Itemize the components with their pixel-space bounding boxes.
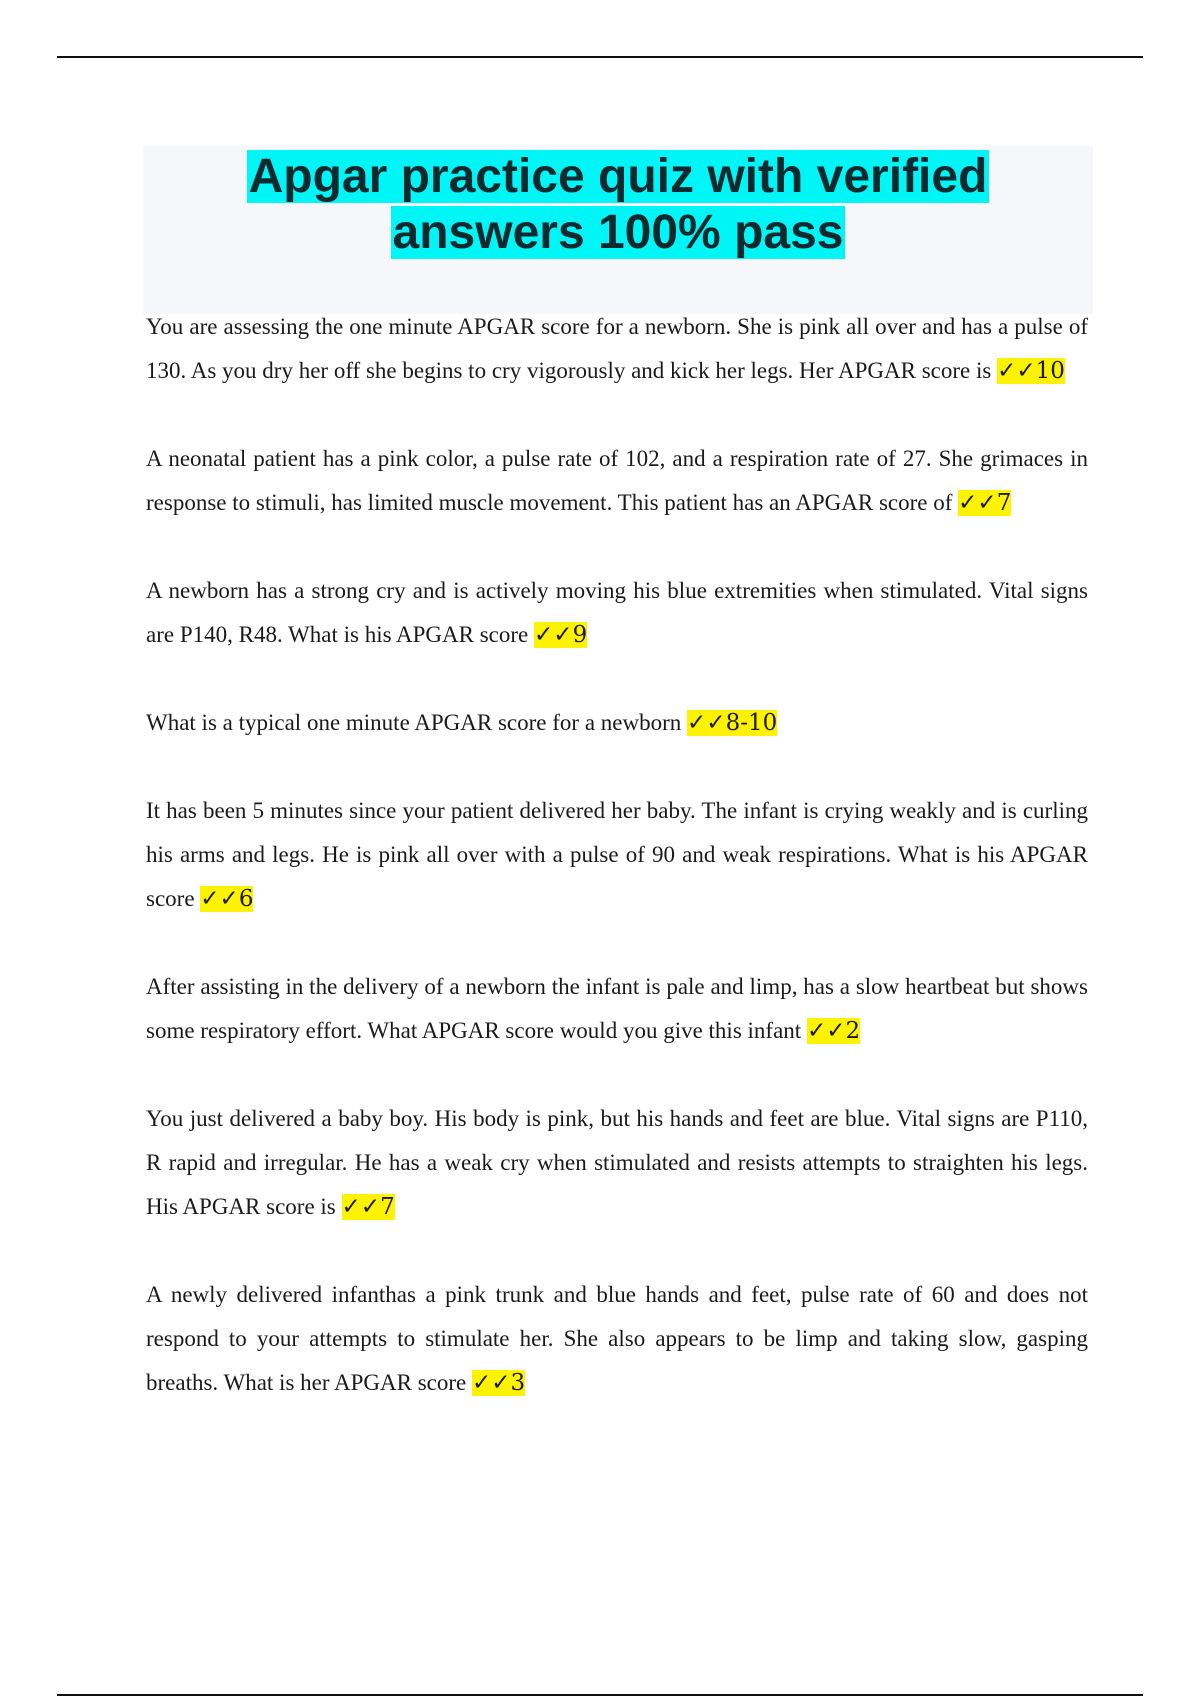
- question-text: After assisting in the delivery of a newborn the infant is pale and limp, has a slow heartbeat but shows some respiratory effort. What APGAR score would you give this infant: [146, 974, 1088, 1043]
- footer-rule: [57, 1694, 1143, 1696]
- question-item: [146, 701, 1088, 745]
- answer-value: 3: [510, 1370, 526, 1396]
- answer-value: 8-10: [725, 710, 778, 736]
- question-item: [146, 569, 1088, 657]
- answer-highlight: [958, 490, 1011, 516]
- answer-value: 7: [380, 1194, 395, 1220]
- check-mark-icon: ✓✓: [534, 622, 573, 648]
- check-mark-icon: ✓✓: [200, 886, 239, 912]
- answer-value: 9: [572, 622, 588, 648]
- check-mark-icon: ✓✓: [472, 1370, 511, 1396]
- question-item: [146, 1097, 1088, 1229]
- answer-highlight: [687, 710, 777, 736]
- answer-highlight: [807, 1018, 860, 1044]
- header-rule: [57, 56, 1143, 58]
- check-mark-icon: ✓✓: [341, 1194, 381, 1220]
- title-banner: [143, 146, 1093, 314]
- question-item: [146, 305, 1088, 393]
- answer-value: 6: [238, 886, 254, 912]
- question-text: A neonatal patient has a pink color, a pulse rate of 102, and a respiration rate of 27. She grimaces in response to stimuli, has limited muscle movement. This patient has an APGAR score of: [146, 446, 1088, 515]
- answer-highlight: [534, 622, 587, 648]
- question-item: [146, 789, 1088, 921]
- title-line-1: Apgar practice quiz with verified: [248, 150, 988, 203]
- answer-highlight: [342, 1194, 395, 1220]
- page-title: [143, 146, 1093, 261]
- check-mark-icon: ✓✓: [958, 490, 997, 516]
- question-list: [146, 305, 1088, 1449]
- question-text: It has been 5 minutes since your patient delivered her baby. The infant is crying weakly and is curling his arms and legs. He is pink all over with a pulse of 90 and weak respirations. What is his APGAR score: [146, 798, 1088, 911]
- title-line-2: answers 100% pass: [392, 206, 844, 259]
- answer-value: 10: [1035, 358, 1065, 384]
- question-text: You are assessing the one minute APGAR score for a newborn. She is pink all over and has a pulse of 130. As you dry her off she begins to cry vigorously and kick her legs. Her APGAR score is: [146, 314, 1088, 383]
- question-text: A newly delivered infanthas a pink trunk and blue hands and feet, pulse rate of 60 and does not respond to your attempts to stimulate her. She also appears to be limp and taking slow, gasping breaths. What is her APGAR score: [146, 1282, 1088, 1395]
- answer-value: 7: [996, 490, 1012, 516]
- check-mark-icon: ✓✓: [687, 710, 726, 736]
- answer-highlight: [200, 886, 253, 912]
- check-mark-icon: ✓✓: [806, 1018, 846, 1044]
- answer-highlight: [472, 1370, 525, 1396]
- question-item: [146, 1273, 1088, 1405]
- question-item: [146, 437, 1088, 525]
- answer-highlight: [997, 358, 1065, 384]
- question-item: [146, 965, 1088, 1053]
- answer-value: 2: [845, 1018, 861, 1044]
- question-text: A newborn has a strong cry and is actively moving his blue extremities when stimulated. Vital signs are P140, R48. What is his APGAR score: [146, 578, 1088, 647]
- question-text: You just delivered a baby boy. His body is pink, but his hands and feet are blue. Vital signs are P110, R rapid and irregular. He has a weak cry when stimulated and resists attempts to straighten his legs. His APGAR score is: [146, 1106, 1088, 1219]
- check-mark-icon: ✓✓: [997, 358, 1036, 384]
- question-text: What is a typical one minute APGAR score for a newborn: [146, 710, 682, 735]
